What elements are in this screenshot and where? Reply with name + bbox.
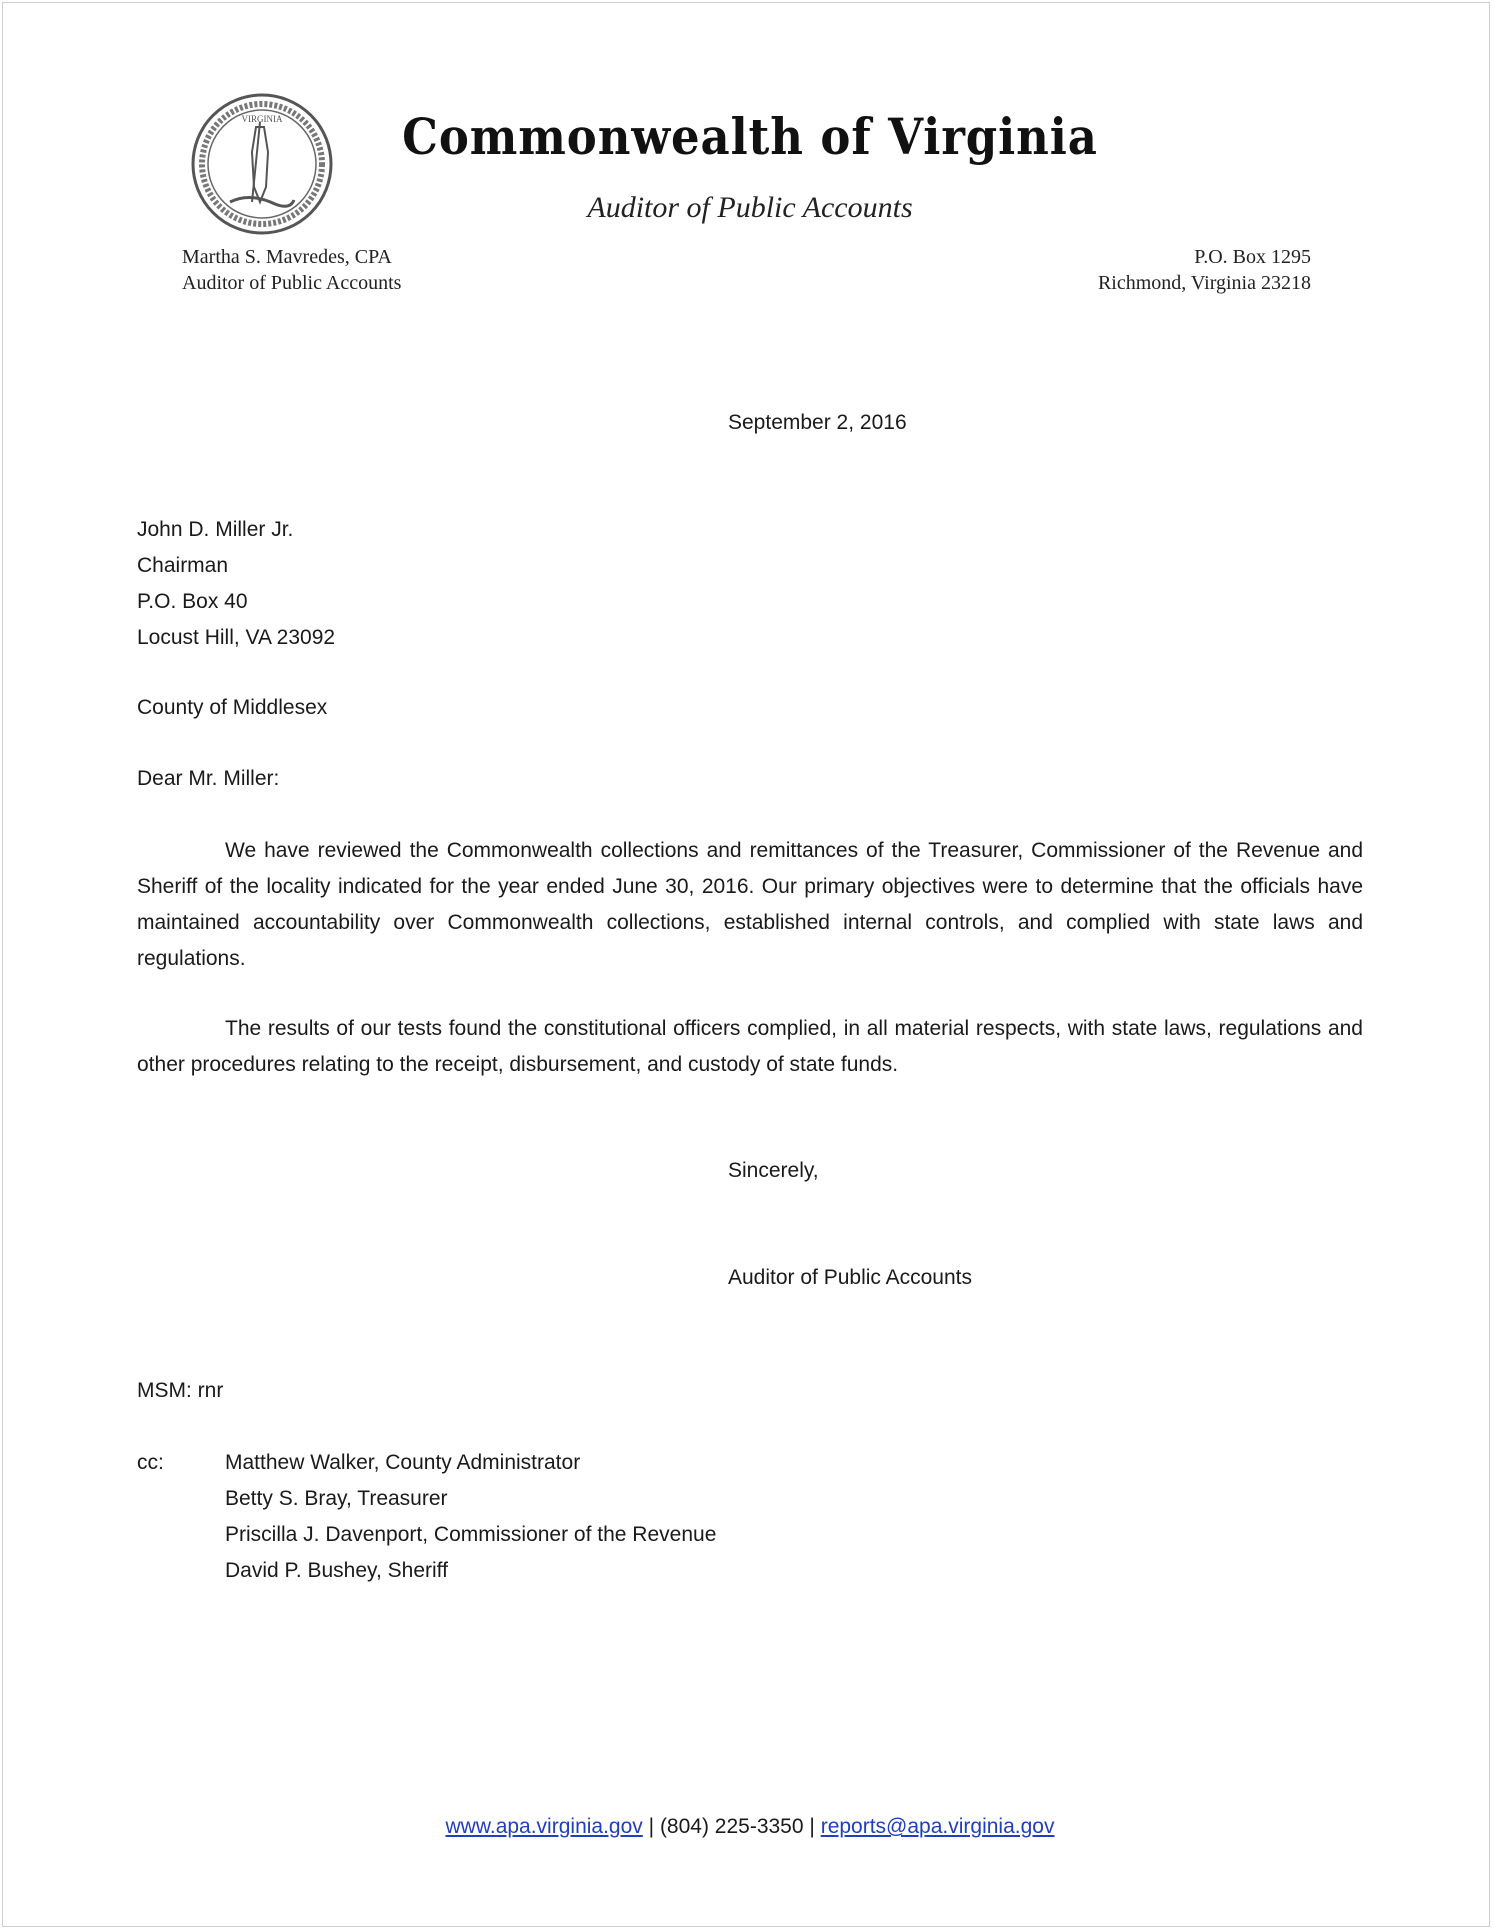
- paragraph-2-text: The results of our tests found the constitutional officers complied, in all material respects, with state laws, regulations and other procedures relating to the receipt, disbursement, and custody of state funds.: [137, 1017, 1363, 1076]
- letterhead-subtitle: Auditor of Public Accounts: [587, 191, 913, 224]
- po-box: P.O. Box 1295: [1194, 246, 1311, 268]
- separator: |: [648, 1815, 655, 1838]
- website-link[interactable]: www.apa.virginia.gov: [445, 1815, 643, 1838]
- recipient-title: Chairman: [137, 554, 229, 577]
- closing: Sincerely,: [728, 1159, 819, 1182]
- cc-item: Matthew Walker, County Administrator: [225, 1451, 581, 1474]
- cc-item: Priscilla J. Davenport, Commissioner of the Revenue: [225, 1523, 717, 1546]
- paragraph-1: [137, 833, 1363, 977]
- cc-item: Betty S. Bray, Treasurer: [225, 1487, 448, 1510]
- cc-list: [137, 1445, 716, 1589]
- svg-text:VIRGINIA: VIRGINIA: [241, 114, 283, 124]
- locality: County of Middlesex: [137, 696, 328, 719]
- letter-date: September 2, 2016: [728, 411, 907, 434]
- paragraph-2: [137, 1011, 1363, 1083]
- city-state-zip: Richmond, Virginia 23218: [1097, 272, 1311, 294]
- signature: Auditor of Public Accounts: [728, 1266, 972, 1289]
- email-link[interactable]: reports@apa.virginia.gov: [820, 1815, 1055, 1838]
- salutation: Dear Mr. Miller:: [137, 767, 280, 790]
- recipient-city: Locust Hill, VA 23092: [137, 626, 336, 649]
- initials: MSM: rnr: [137, 1379, 224, 1402]
- cc-label: cc:: [137, 1451, 164, 1474]
- phone-number: (804) 225-3350: [659, 1815, 804, 1838]
- cc-item: David P. Bushey, Sheriff: [225, 1559, 448, 1582]
- letter-page: [2, 2, 1490, 1927]
- auditor-name-block: [182, 244, 401, 296]
- paragraph-1-text: We have reviewed the Commonwealth collections and remittances of the Treasurer, Commissioner of the Revenue and Sheriff of the locality indicated for the year ended June 30, 2016. Our primary objectives were to determine that the officials have maintained accountability over Commonwealth collections, established internal controls, and complied with state laws and regulations.: [137, 839, 1363, 970]
- auditor-title: Auditor of Public Accounts: [182, 272, 402, 294]
- separator: |: [809, 1815, 815, 1838]
- recipient-address: [137, 512, 335, 656]
- auditor-name: Martha S. Mavredes, CPA: [182, 246, 392, 268]
- recipient-po-box: P.O. Box 40: [137, 590, 248, 613]
- office-address-block: [1098, 244, 1311, 296]
- footer: [3, 1809, 1494, 1845]
- letterhead-title: Commonwealth of Virginia: [402, 107, 1098, 166]
- recipient-name: John D. Miller Jr.: [137, 518, 294, 541]
